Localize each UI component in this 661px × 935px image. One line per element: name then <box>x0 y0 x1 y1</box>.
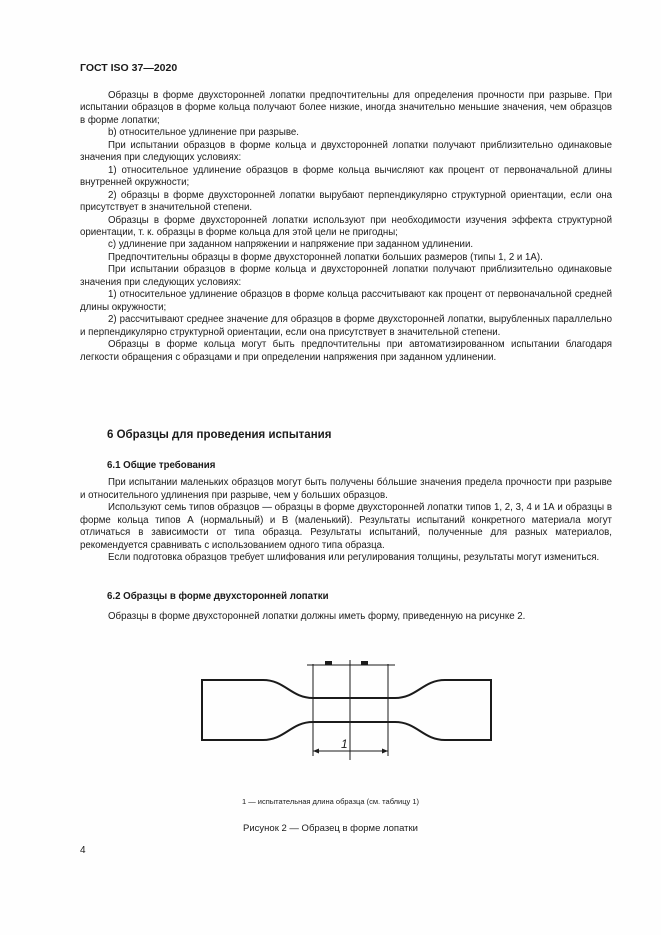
section-6-2-heading: 6.2 Образцы в форме двухсторонней лопатки <box>107 591 329 602</box>
paragraph: При испытании образцов в форме кольца и двухсторонней лопатки получают приблизительно одинаковые значения при следующих условиях: <box>80 264 612 288</box>
dumbbell-drawing <box>195 650 495 770</box>
list-item: 2) образцы в форме двухсторонней лопатки вырубают перпендикулярно структурной ориентации, если она присутствует в значительной степени. <box>80 189 612 214</box>
intro-text <box>80 90 612 364</box>
paragraph: Образцы в форме двухсторонней лопатки предпочтительны для определения прочности при разрыве. При испытании образцов в форме кольца получают более низкие, иногда значительно меньшие значения, чем образцов в форме лопатки; <box>80 90 612 126</box>
paragraph: Образцы в форме двухсторонней лопатки должны иметь форму, приведенную на рисунке 2. <box>108 611 526 622</box>
section-6-1-text <box>80 477 612 565</box>
mark-left <box>325 661 332 665</box>
paragraph: При испытании образцов в форме кольца и двухсторонней лопатки получают приблизительно одинаковые значения при следующих условиях: <box>80 139 612 164</box>
paragraph: Если подготовка образцов требует шлифования или регулирования толщины, результаты могут измениться. <box>108 552 600 563</box>
page-number: 4 <box>80 845 86 856</box>
arrow-right <box>382 749 388 754</box>
standard-header: ГОСТ ISO 37—2020 <box>80 62 178 74</box>
paragraph: Используют семь типов образцов — образцы в форме двухсторонней лопатки типов 1, 2, 3, 4 и 1А и образцы в форме кольца типов А (нормальный) и В (маленький). Результаты испытаний конкретного материала могут отличаться в зависимости от типа образца. Результаты испытаний, полученные для разных материалов, рекомендуется сравнивать с использованием одного типа образца. <box>80 502 612 551</box>
specimen-top-outline <box>202 680 491 740</box>
list-item: b) относительное удлинение при разрыве. <box>108 127 299 139</box>
figure-note: 1 — испытательная длина образца (см. таблицу 1) <box>241 797 420 806</box>
paragraph: Образцы в форме двухсторонней лопатки используют при необходимости изучения эффекта структурной ориентации, т. к. образцы в форме кольца для этой цели не пригодны; <box>80 214 612 238</box>
list-item: c) удлинение при заданном напряжении и напряжение при заданном удлинении. <box>108 239 474 251</box>
arrow-left <box>313 749 319 754</box>
paragraph: Образцы в форме кольца могут быть предпочтительны при автоматизированном испытании благодаря легкости обращения с образцами и при определении напряжения при заданном удлинении. <box>80 339 612 363</box>
figure-caption: Рисунок 2 — Образец в форме лопатки <box>243 823 418 834</box>
gauge-label: 1 <box>341 737 348 751</box>
list-item: 1) относительное удлинение образцов в форме кольца рассчитывают как процент от первоначальной средней длины окружности; <box>80 289 612 313</box>
section-6-2-text <box>80 611 612 624</box>
paragraph: Предпочтительны образцы в форме двухсторонней лопатки больших размеров (типы 1, 2 и 1А). <box>108 251 543 263</box>
mark-right <box>361 661 368 665</box>
list-item: 1) относительное удлинение образцов в форме кольца вычисляют как процент от первоначальной длины внутренней окружности; <box>80 164 612 189</box>
section-6-heading: 6 Образцы для проведения испытания <box>107 429 332 441</box>
paragraph: При испытании маленьких образцов могут быть получены бóльшие значения предела прочности при разрыве и относительного удлинения при разрыве, чем у больших образцов. <box>80 477 612 501</box>
dumbbell-specimen-figure <box>195 650 495 775</box>
section-6-1-heading: 6.1 Общие требования <box>107 460 216 471</box>
list-item: 2) рассчитывают среднее значение для образцов в форме двухсторонней лопатки, вырубленных параллельно и перпендикулярно структурной ориентации, если она присутствует в значительной степени. <box>80 314 612 338</box>
